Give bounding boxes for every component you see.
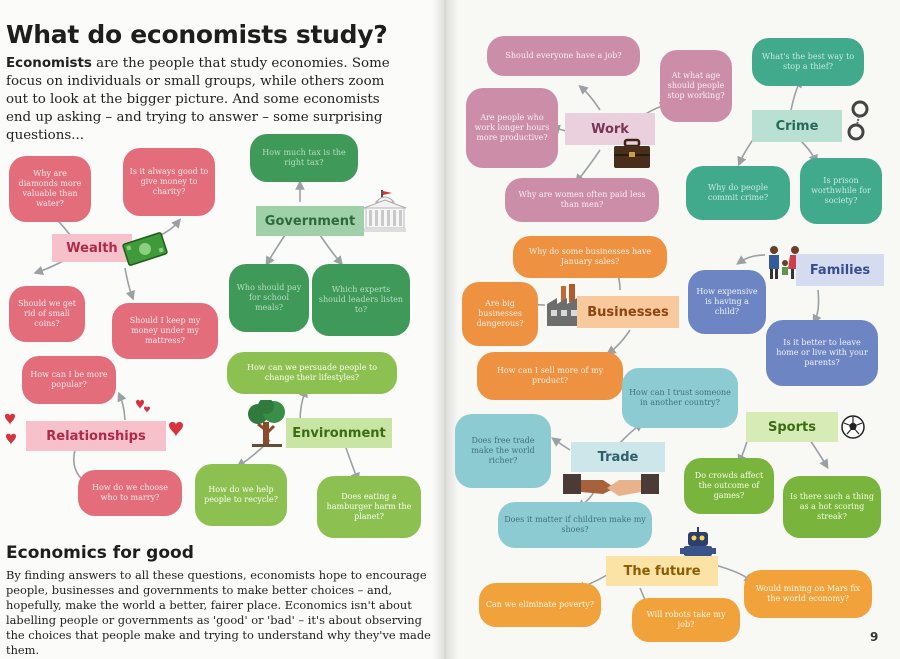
topic-label-work: Work [565, 113, 655, 145]
question-bubble-child-expense: How expensive is having a child? [688, 270, 766, 334]
intro-text: are the people that study economies. Some focus on individuals or small groups, while others zoom out to look at the bigger picture. And some economists end up asking – and trying to answer – some surprising questions... [6, 56, 390, 143]
question-bubble-robots: Will robots take my job? [632, 598, 740, 642]
question-bubble-january-sales: Why do some businesses have January sales? [513, 236, 667, 278]
page-number: 9 [870, 630, 879, 644]
question-bubble-crowds: Do crowds affect the outcome of games? [684, 458, 774, 514]
subheading: Economics for good [6, 543, 194, 563]
question-bubble-free-trade: Does free trade make the world richer? [455, 414, 551, 488]
outro-paragraph: By finding answers to all these questions, economists hope to encourage people, businesses and governments to make better choices – and, hopefully, make the world a better, fairer place. Economics isn't about labelling people or governments as 'good' or 'bad' – it's about observing the choices that people make and trying to understand why they've made them. [6, 568, 431, 657]
heart-icon [2, 412, 24, 450]
question-bubble-mattress: Should I keep my money under my mattress? [112, 303, 218, 359]
heart-icon [130, 398, 152, 420]
question-bubble-marry: How do we choose who to marry? [78, 470, 182, 516]
question-bubble-longer-hours: Are people who work longer hours more productive? [466, 88, 558, 168]
question-bubble-recycle: How do we help people to recycle? [195, 464, 287, 526]
question-bubble-hamburger: Does eating a hamburger harm the planet? [317, 476, 421, 538]
dollar-bill-icon [122, 232, 168, 270]
question-bubble-poverty: Can we eliminate poverty? [479, 583, 601, 627]
question-bubble-thief: What's the best way to stop a thief? [752, 38, 864, 86]
question-bubble-experts: Which experts should leaders listen to? [312, 264, 410, 336]
question-bubble-lifestyles: How can we persuade people to change their lifestyles? [227, 352, 397, 394]
question-bubble-school-meals: Who should pay for school meals? [229, 264, 309, 332]
topic-label-crime: Crime [752, 110, 842, 142]
question-bubble-commit-crime: Why do people commit crime? [686, 166, 790, 220]
topic-label-trade: Trade [571, 442, 665, 472]
page-title: What do economists study? [6, 20, 388, 49]
topic-label-sports: Sports [746, 412, 838, 442]
heart-icon [166, 420, 188, 444]
question-bubble-prison: Is prison worthwhile for society? [800, 158, 882, 224]
question-bubble-hot-streak: Is there such a thing as a hot scoring streak? [783, 476, 881, 538]
question-bubble-tax: How much tax is the right tax? [250, 134, 358, 182]
topic-label-businesses: Businesses [577, 296, 679, 328]
soccer-ball-icon [840, 414, 866, 444]
tree-icon [244, 400, 290, 452]
question-bubble-big-businesses: Are big businesses dangerous? [462, 282, 538, 346]
topic-label-government: Government [256, 206, 364, 236]
question-bubble-trust: How can I trust someone in another country? [622, 368, 738, 428]
topic-label-families: Families [796, 254, 884, 286]
government-building-icon [362, 190, 408, 238]
question-bubble-job: Should everyone have a job? [487, 36, 640, 76]
question-bubble-small-coins: Should we get rid of small coins? [9, 286, 85, 342]
topic-label-the-future: The future [606, 556, 718, 586]
topic-label-relationships: Relationships [26, 421, 166, 451]
topic-label-environment: Environment [286, 418, 392, 448]
question-bubble-charity: Is it always good to give money to charity? [123, 148, 215, 216]
intro-bold: Economists [6, 56, 92, 71]
handshake-icon [563, 466, 659, 506]
topic-label-wealth: Wealth [52, 234, 132, 262]
question-bubble-diamonds: Why are diamonds more valuable than water? [9, 156, 91, 222]
question-bubble-stop-working: At what age should people stop working? [660, 50, 732, 122]
briefcase-icon [612, 138, 652, 174]
question-bubble-leave-home: Is it better to leave home or live with your parents? [766, 320, 878, 386]
question-bubble-sell-more: How can I sell more of my product? [477, 352, 623, 400]
question-bubble-women-paid: Why are women often paid less than men? [505, 178, 659, 222]
handcuffs-icon [844, 100, 872, 146]
question-bubble-popular: How can I be more popular? [22, 356, 116, 404]
question-bubble-mars: Would mining on Mars fix the world economy? [744, 570, 872, 618]
question-bubble-children-shoes: Does it matter if children make my shoes? [498, 502, 652, 548]
